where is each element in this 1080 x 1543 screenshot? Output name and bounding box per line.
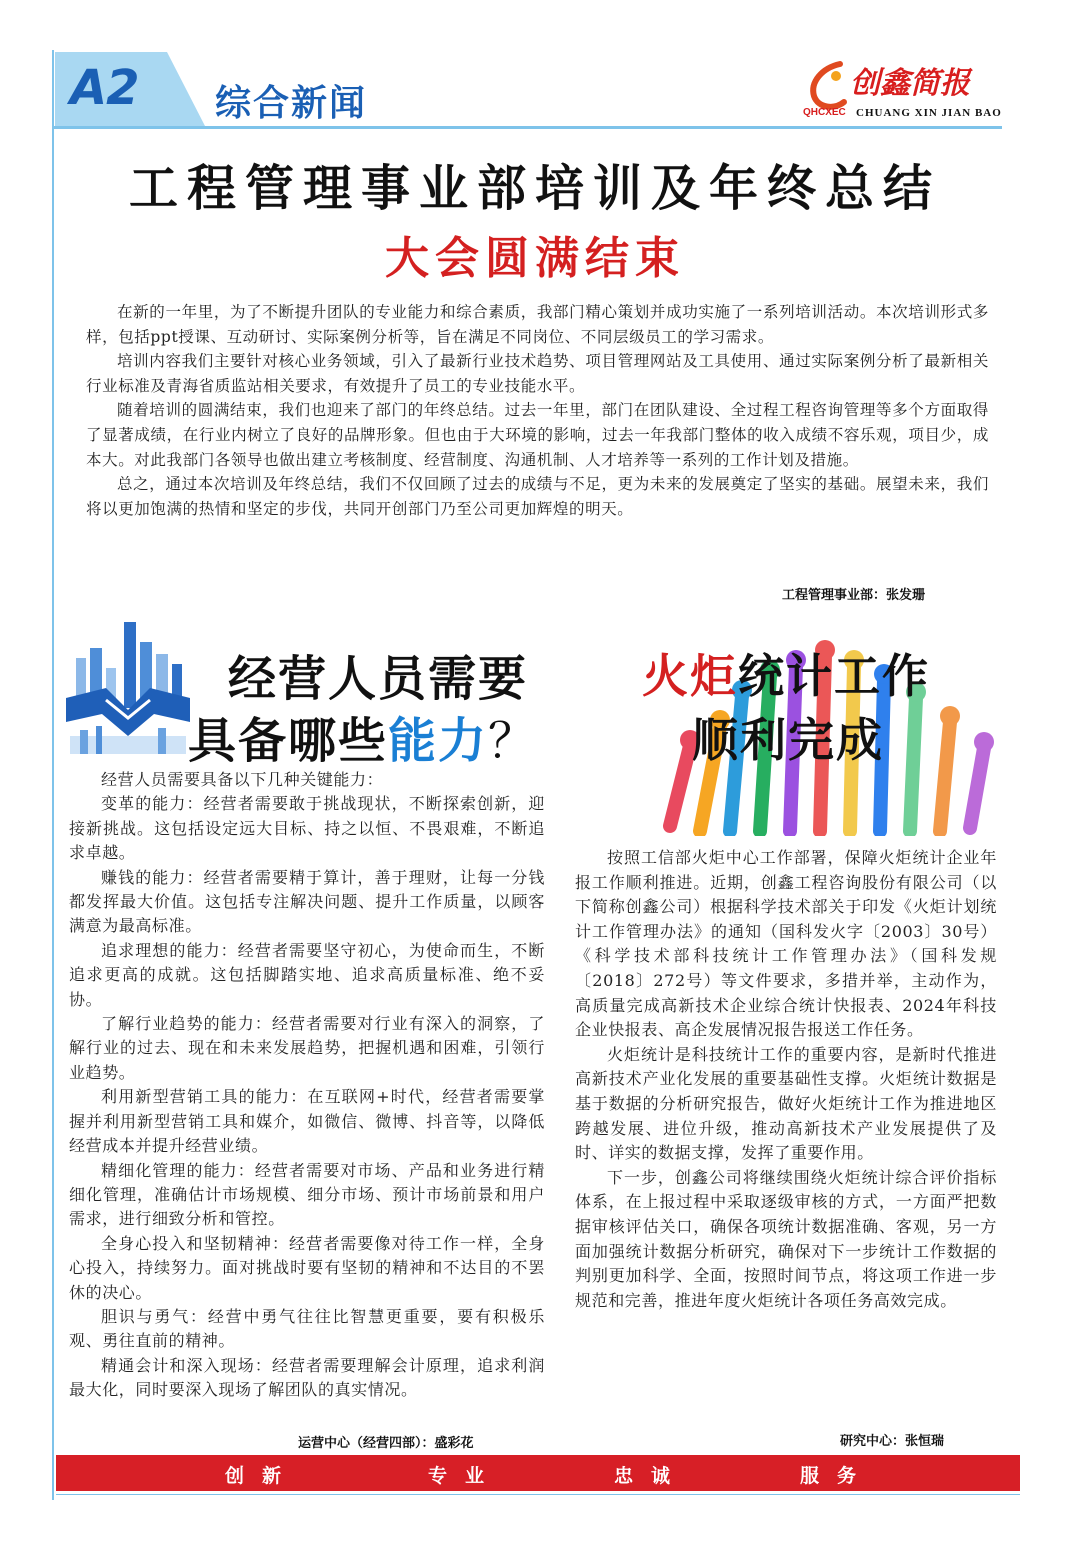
footer-rule	[56, 1494, 1020, 1495]
paragraph: 培训内容我们主要针对核心业务领域，引入了最新行业技术趋势、项目管理网站及工具使用、通过实际案例分析了最新相关行业标准及青海省质监站相关要求，有效提升了员工的专业技能水平。	[86, 352, 989, 395]
paragraph: 精通会计和深入现场：经营者需要理解会计原理，追求利润最大化，同时要深入现场了解团队的真实情况。	[69, 1355, 545, 1400]
article2-title-line1: 经营人员需要	[228, 651, 529, 707]
footer-bar	[56, 1455, 1020, 1491]
article3-body	[575, 846, 997, 1313]
article3-signature: 研究中心：张恒瑞	[840, 1434, 945, 1449]
article2-title-highlight: 能力	[388, 713, 489, 769]
logo-abbrev: QHCXEC	[803, 107, 846, 118]
article1-body	[86, 300, 989, 521]
city-handshake-illustration	[66, 618, 190, 760]
paragraph: 利用新型营销工具的能力：在互联网+时代，经营者需要掌握并利用新型营销工具和媒介，如微信、微博、抖音等，以降低经营成本并提升经营业绩。	[69, 1087, 545, 1156]
article3-title-line1	[642, 640, 930, 706]
article3-title-highlight: 火炬	[642, 649, 738, 703]
paragraph: 赚钱的能力：经营者需要精于算计，善于理财，让每一分钱都发挥最大价值。这包括专注解决问题、提升工作质量，以顾客满意为最高标准。	[69, 867, 545, 936]
article1-title-line1: 工程管理事业部培训及年终总结	[128, 160, 941, 217]
paragraph: 在新的一年里，为了不断提升团队的专业能力和综合素质，我部门精心策划并成功实施了一系列培训活动。本次培训形式多样，包括ppt授课、互动研讨、实际案例分析等，旨在满足不同岗位、不同层级员工的学习需求。	[86, 303, 989, 346]
article2-body	[69, 768, 545, 1403]
logo-title: 创鑫简报	[850, 66, 970, 101]
article3-title-line2: 顺利完成	[692, 713, 884, 767]
paragraph: 经营人员需要具备以下几种关键能力：	[101, 770, 384, 789]
section-name: 综合新闻	[215, 83, 368, 124]
header-rule	[52, 126, 1002, 129]
footer-motto-item: 专业	[428, 1465, 503, 1487]
article2-title-part: 具备哪些	[188, 713, 389, 769]
article3-title-part: 统计工作	[738, 649, 930, 703]
page-number: A2	[70, 60, 139, 116]
paragraph: 总之，通过本次培训及年终总结，我们不仅回顾了过去的成绩与不足，更为未来的发展奠定了坚实的基础。展望未来，我们将以更加饱满的热情和坚定的步伐，共同开创部门乃至公司更加辉煌的明天。	[86, 475, 989, 518]
article2-signature: 运营中心（经营四部）：盛彩花	[298, 1436, 474, 1451]
footer-motto-item: 创新	[225, 1465, 300, 1487]
paragraph: 全身心投入和坚韧精神：经营者需要像对待工作一样，全身心投入，持续努力。面对挑战时要有坚韧的精神和不达目的不罢休的决心。	[69, 1233, 545, 1302]
footer-motto-item: 忠诚	[614, 1465, 689, 1487]
paragraph: 变革的能力：经营者需要敢于挑战现状，不断探索创新，迎接新挑战。这包括设定远大目标、持之以恒、不畏艰难，不断追求卓越。	[69, 794, 545, 863]
footer-motto-item: 服务	[800, 1465, 875, 1487]
paragraph: 下一步，创鑫公司将继续围绕火炬统计综合评价指标体系，在上报过程中采取逐级审核的方式，一方面严把数据审核评估关口，确保各项统计数据准确、客观，另一方面加强统计数据分析研究，确保对下一步统计工作数据的判别更加科学、全面，按照时间节点，将这项工作进一步规范和完善，推进年度火炬统计各项任务高效完成。	[575, 1167, 997, 1310]
paragraph: 火炬统计是科技统计工作的重要内容，是新时代推进高新技术产业化发展的重要基础性支撑。火炬统计数据是基于数据的分析研究报告，做好火炬统计工作为推进地区跨越发展、进位升级，推动高新技术产业发展提供了及时、详实的数据支撑，发挥了重要作用。	[575, 1044, 997, 1163]
article1-title-line2: 大会圆满结束	[385, 233, 685, 284]
article2-title-line2	[188, 702, 538, 771]
paragraph: 随着培训的圆满结束，我们也迎来了部门的年终总结。过去一年里，部门在团队建设、全过程工程咨询管理等多个方面取得了显著成绩，在行业内树立了良好的品牌形象。但也由于大环境的影响，过去一年我部门整体的收入成绩不容乐观，项目少，成本大。对此我部门各领导也做出建立考核制度、经营制度、沟通机制、人才培养等一系列的工作计划及措施。	[86, 401, 989, 469]
article2-title-question: ？	[488, 713, 539, 769]
paragraph: 按照工信部火炬中心工作部署，保障火炬统计企业年报工作顺利推进。近期，创鑫工程咨询股份有限公司（以下简称创鑫公司）根据科学技术部关于印发《火炬计划统计工作管理办法》的通知（国科发火字〔2003〕30号）《科学技术部科技统计工作管理办法》（国科发规〔2018〕272号）等文件要求，多措并举，主动作为，高质量完成高新技术企业综合统计快报表、2024年科技企业快报表、高企发展情况报告报送工作任务。	[575, 848, 997, 1040]
paragraph: 精细化管理的能力：经营者需要对市场、产品和业务进行精细化管理，准确估计市场规模、细分市场、预计市场前景和用户需求，进行细致分析和管控。	[69, 1160, 545, 1229]
logo-pinyin: CHUANG XIN JIAN BAO	[856, 107, 1002, 119]
paragraph: 了解行业趋势的能力：经营者需要对行业有深入的洞察，了解行业的过去、现在和未来发展趋势，把握机遇和困难，引领行业趋势。	[69, 1014, 545, 1082]
paragraph: 追求理想的能力：经营者需要坚守初心，为使命而生，不断追求更高的成就。这包括脚踏实地、追求高质量标准、绝不妥协。	[69, 940, 545, 1009]
paragraph: 胆识与勇气：经营中勇气往往比智慧更重要，要有积极乐观、勇往直前的精神。	[69, 1306, 545, 1351]
article1-signature: 工程管理事业部：张发珊	[782, 588, 926, 603]
